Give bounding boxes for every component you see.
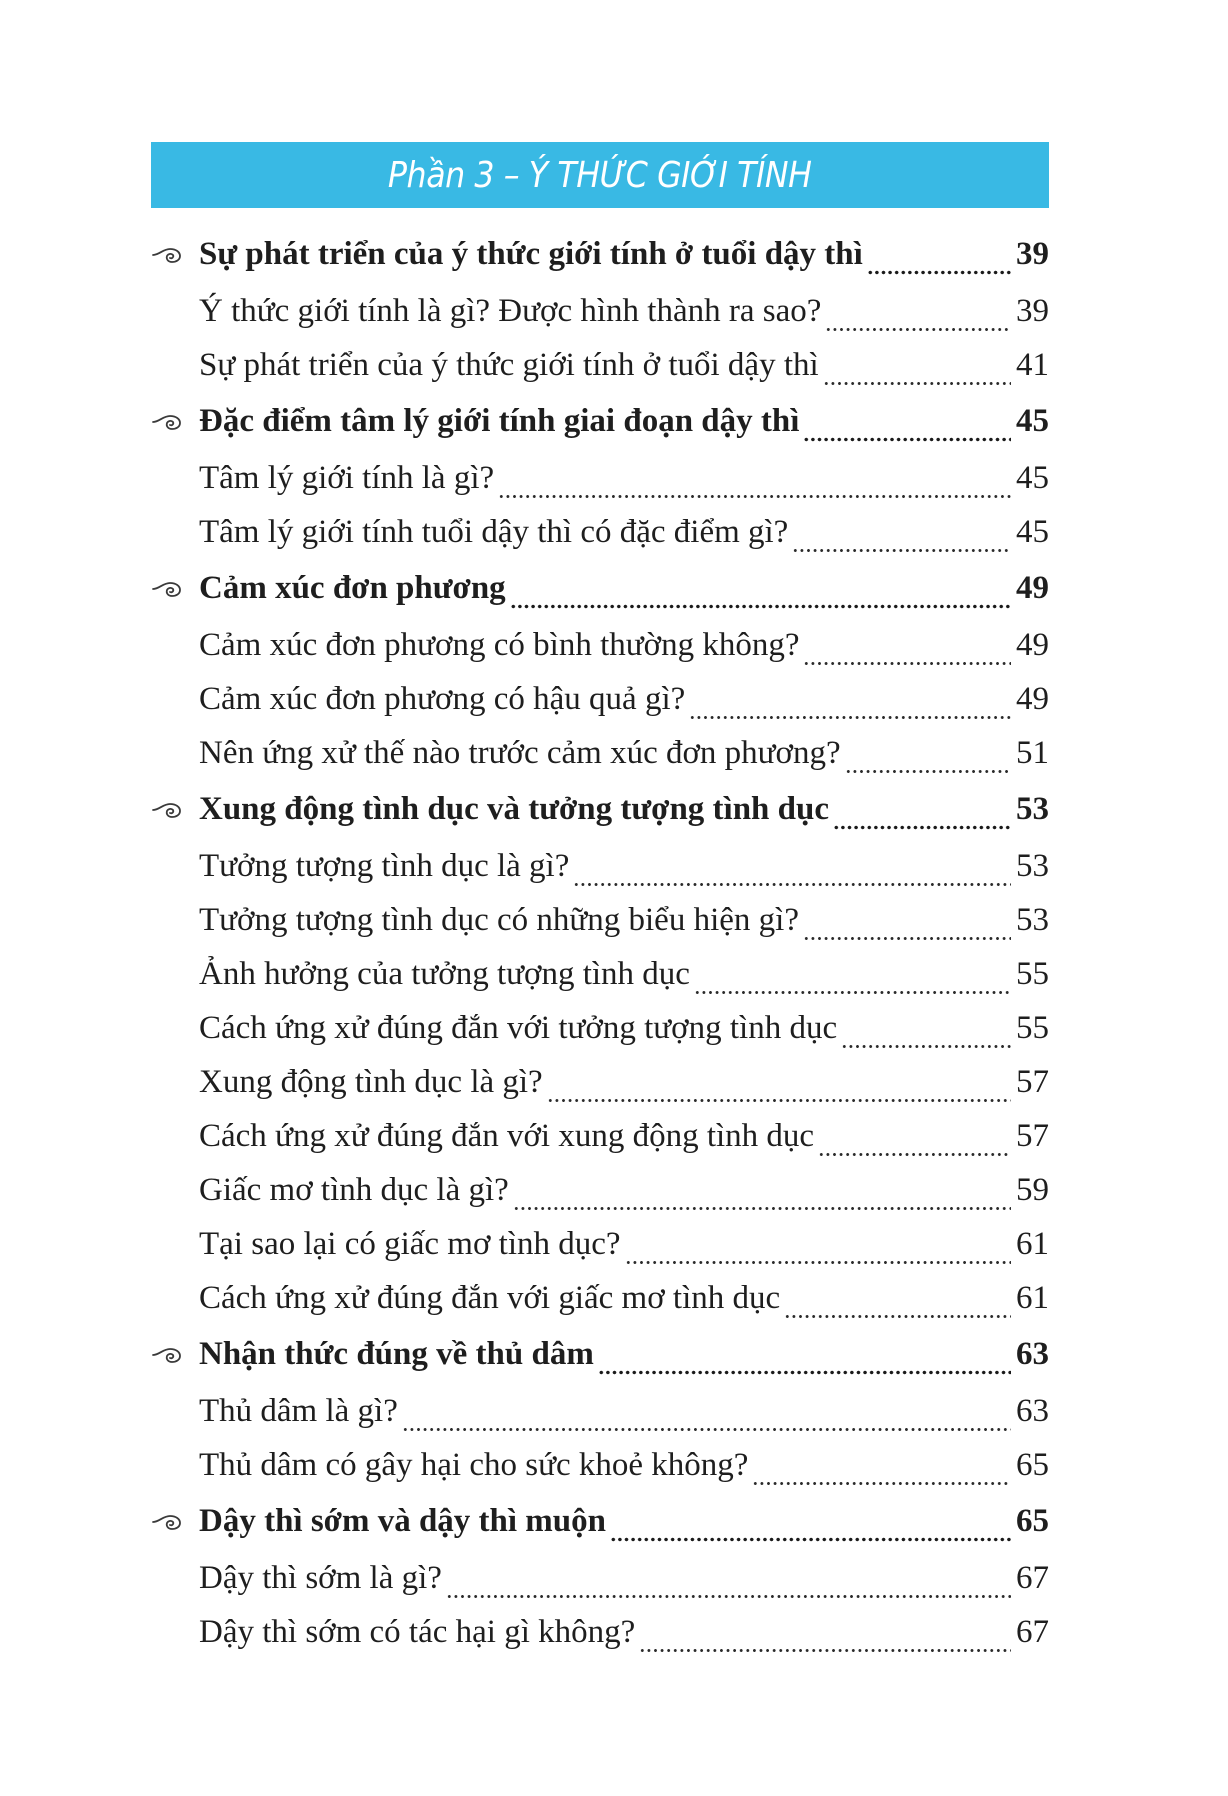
toc-sub-entry	[151, 451, 1049, 505]
toc-entry-page-number: 53	[1016, 901, 1049, 938]
toc-entry-title: Cách ứng xử đúng đắn với giấc mơ tình dục	[199, 1279, 781, 1316]
dot-leader	[498, 466, 1011, 499]
dot-leader	[845, 741, 1011, 774]
dot-leader	[510, 576, 1011, 609]
toc-entry-page-number: 51	[1016, 734, 1049, 771]
toc-entry-page-number: 49	[1016, 626, 1049, 663]
toc-entry-title: Sự phát triển của ý thức giới tính ở tuổi dậy thì	[199, 346, 819, 383]
toc-sub-entry	[151, 726, 1049, 780]
toc-sub-entry	[151, 1271, 1049, 1325]
toc-sub-entry	[151, 338, 1049, 392]
toc-entry-page-number: 57	[1016, 1063, 1049, 1100]
toc-entry-title: Xung động tình dục và tưởng tượng tình dục	[199, 791, 830, 827]
toc-entry-page-number: 59	[1016, 1171, 1049, 1208]
toc-entry-title: Tâm lý giới tính tuổi dậy thì có đặc điểm gì?	[199, 513, 789, 550]
toc-entry-title: Cách ứng xử đúng đắn với xung động tình dục	[199, 1117, 815, 1154]
toc-sub-entry	[151, 672, 1049, 726]
toc-sub-entry	[151, 1605, 1049, 1659]
toc-sub-entry	[151, 1001, 1049, 1055]
dot-leader	[513, 1178, 1011, 1211]
toc-entry-page-number: 39	[1016, 292, 1049, 329]
toc-entry-title: Tại sao lại có giấc mơ tình dục?	[199, 1225, 621, 1262]
toc-entry-page-number: 57	[1016, 1117, 1049, 1154]
toc-entry-page-number: 49	[1016, 680, 1049, 717]
toc-entry-page-number: 65	[1016, 1446, 1049, 1483]
toc-entry-title: Sự phát triển của ý thức giới tính ở tuổi dậy thì	[199, 236, 863, 272]
toc-sub-entry	[151, 839, 1049, 893]
toc-entry-title: Ảnh hưởng của tưởng tượng tình dục	[199, 955, 690, 992]
toc-entry-page-number: 53	[1016, 847, 1049, 884]
toc-entry-page-number: 45	[1016, 513, 1049, 550]
part-banner	[151, 142, 1049, 208]
toc-entry-page-number: 49	[1016, 570, 1049, 606]
dot-leader	[639, 1620, 1011, 1653]
toc-sub-entry	[151, 1055, 1049, 1109]
dot-leader	[784, 1286, 1011, 1319]
toc-section-entry	[151, 559, 1049, 618]
dot-leader	[803, 633, 1011, 666]
toc-entry-page-number: 55	[1016, 1009, 1049, 1046]
toc-sub-entry	[151, 505, 1049, 559]
dot-leader	[446, 1566, 1011, 1599]
swirl-bullet-icon	[151, 579, 183, 599]
dot-leader	[818, 1124, 1011, 1157]
toc-sub-entry	[151, 947, 1049, 1001]
dot-leader	[752, 1453, 1011, 1486]
dot-leader	[823, 353, 1011, 386]
dot-leader	[825, 299, 1011, 332]
toc-entry-page-number: 41	[1016, 346, 1049, 383]
table-of-contents	[151, 225, 1049, 1659]
swirl-bullet-icon	[151, 800, 183, 820]
toc-entry-title: Ý thức giới tính là gì? Được hình thành ra sao?	[199, 292, 822, 329]
toc-entry-title: Giấc mơ tình dục là gì?	[199, 1171, 509, 1208]
toc-entry-page-number: 63	[1016, 1336, 1049, 1372]
swirl-bullet-icon	[151, 412, 183, 432]
dot-leader	[867, 242, 1011, 275]
toc-section-entry	[151, 392, 1049, 451]
toc-entry-title: Đặc điểm tâm lý giới tính giai đoạn dậy thì	[199, 403, 800, 439]
toc-section-entry	[151, 225, 1049, 284]
toc-entry-page-number: 53	[1016, 791, 1049, 827]
dot-leader	[573, 854, 1011, 887]
toc-section-entry	[151, 1492, 1049, 1551]
toc-section-entry	[151, 780, 1049, 839]
dot-leader	[694, 962, 1011, 995]
toc-entry-page-number: 55	[1016, 955, 1049, 992]
toc-entry-page-number: 67	[1016, 1613, 1049, 1650]
part-title: Phần 3 – Ý THỨC GIỚI TÍNH	[388, 154, 812, 196]
dot-leader	[598, 1342, 1011, 1375]
toc-sub-entry	[151, 1217, 1049, 1271]
dot-leader	[833, 797, 1011, 830]
toc-entry-title: Thủ dâm là gì?	[199, 1392, 398, 1429]
toc-entry-title: Dậy thì sớm có tác hại gì không?	[199, 1613, 636, 1650]
dot-leader	[689, 687, 1011, 720]
toc-sub-entry	[151, 1438, 1049, 1492]
toc-entry-title: Dậy thì sớm là gì?	[199, 1559, 442, 1596]
toc-sub-entry	[151, 618, 1049, 672]
dot-leader	[547, 1070, 1011, 1103]
toc-sub-entry	[151, 1109, 1049, 1163]
dot-leader	[803, 409, 1011, 442]
toc-entry-title: Thủ dâm có gây hại cho sức khoẻ không?	[199, 1446, 749, 1483]
toc-entry-title: Cách ứng xử đúng đắn với tưởng tượng tình dục	[199, 1009, 838, 1046]
toc-entry-title: Nhận thức đúng về thủ dâm	[199, 1336, 594, 1372]
toc-entry-title: Tưởng tượng tình dục là gì?	[199, 847, 570, 884]
dot-leader	[803, 908, 1011, 941]
toc-sub-entry	[151, 1551, 1049, 1605]
toc-entry-page-number: 45	[1016, 459, 1049, 496]
toc-sub-entry	[151, 284, 1049, 338]
toc-entry-title: Cảm xúc đơn phương có bình thường không?	[199, 626, 800, 663]
toc-entry-title: Tưởng tượng tình dục có những biểu hiện gì?	[199, 901, 799, 938]
toc-entry-title: Xung động tình dục là gì?	[199, 1063, 543, 1100]
toc-sub-entry	[151, 1163, 1049, 1217]
toc-entry-page-number: 65	[1016, 1503, 1049, 1539]
dot-leader	[841, 1016, 1011, 1049]
dot-leader	[402, 1399, 1011, 1432]
toc-entry-title: Nên ứng xử thế nào trước cảm xúc đơn phương?	[199, 734, 841, 771]
dot-leader	[610, 1509, 1011, 1542]
dot-leader	[792, 520, 1011, 553]
toc-entry-title: Cảm xúc đơn phương có hậu quả gì?	[199, 680, 686, 717]
toc-entry-title: Dậy thì sớm và dậy thì muộn	[199, 1503, 607, 1539]
dot-leader	[625, 1232, 1011, 1265]
toc-section-entry	[151, 1325, 1049, 1384]
toc-entry-page-number: 61	[1016, 1279, 1049, 1316]
toc-entry-title: Cảm xúc đơn phương	[199, 570, 506, 606]
toc-entry-page-number: 67	[1016, 1559, 1049, 1596]
toc-sub-entry	[151, 1384, 1049, 1438]
toc-entry-title: Tâm lý giới tính là gì?	[199, 459, 495, 496]
toc-entry-page-number: 39	[1016, 236, 1049, 272]
toc-entry-page-number: 45	[1016, 403, 1049, 439]
toc-entry-page-number: 61	[1016, 1225, 1049, 1262]
swirl-bullet-icon	[151, 245, 183, 265]
toc-sub-entry	[151, 893, 1049, 947]
swirl-bullet-icon	[151, 1345, 183, 1365]
toc-entry-page-number: 63	[1016, 1392, 1049, 1429]
swirl-bullet-icon	[151, 1512, 183, 1532]
